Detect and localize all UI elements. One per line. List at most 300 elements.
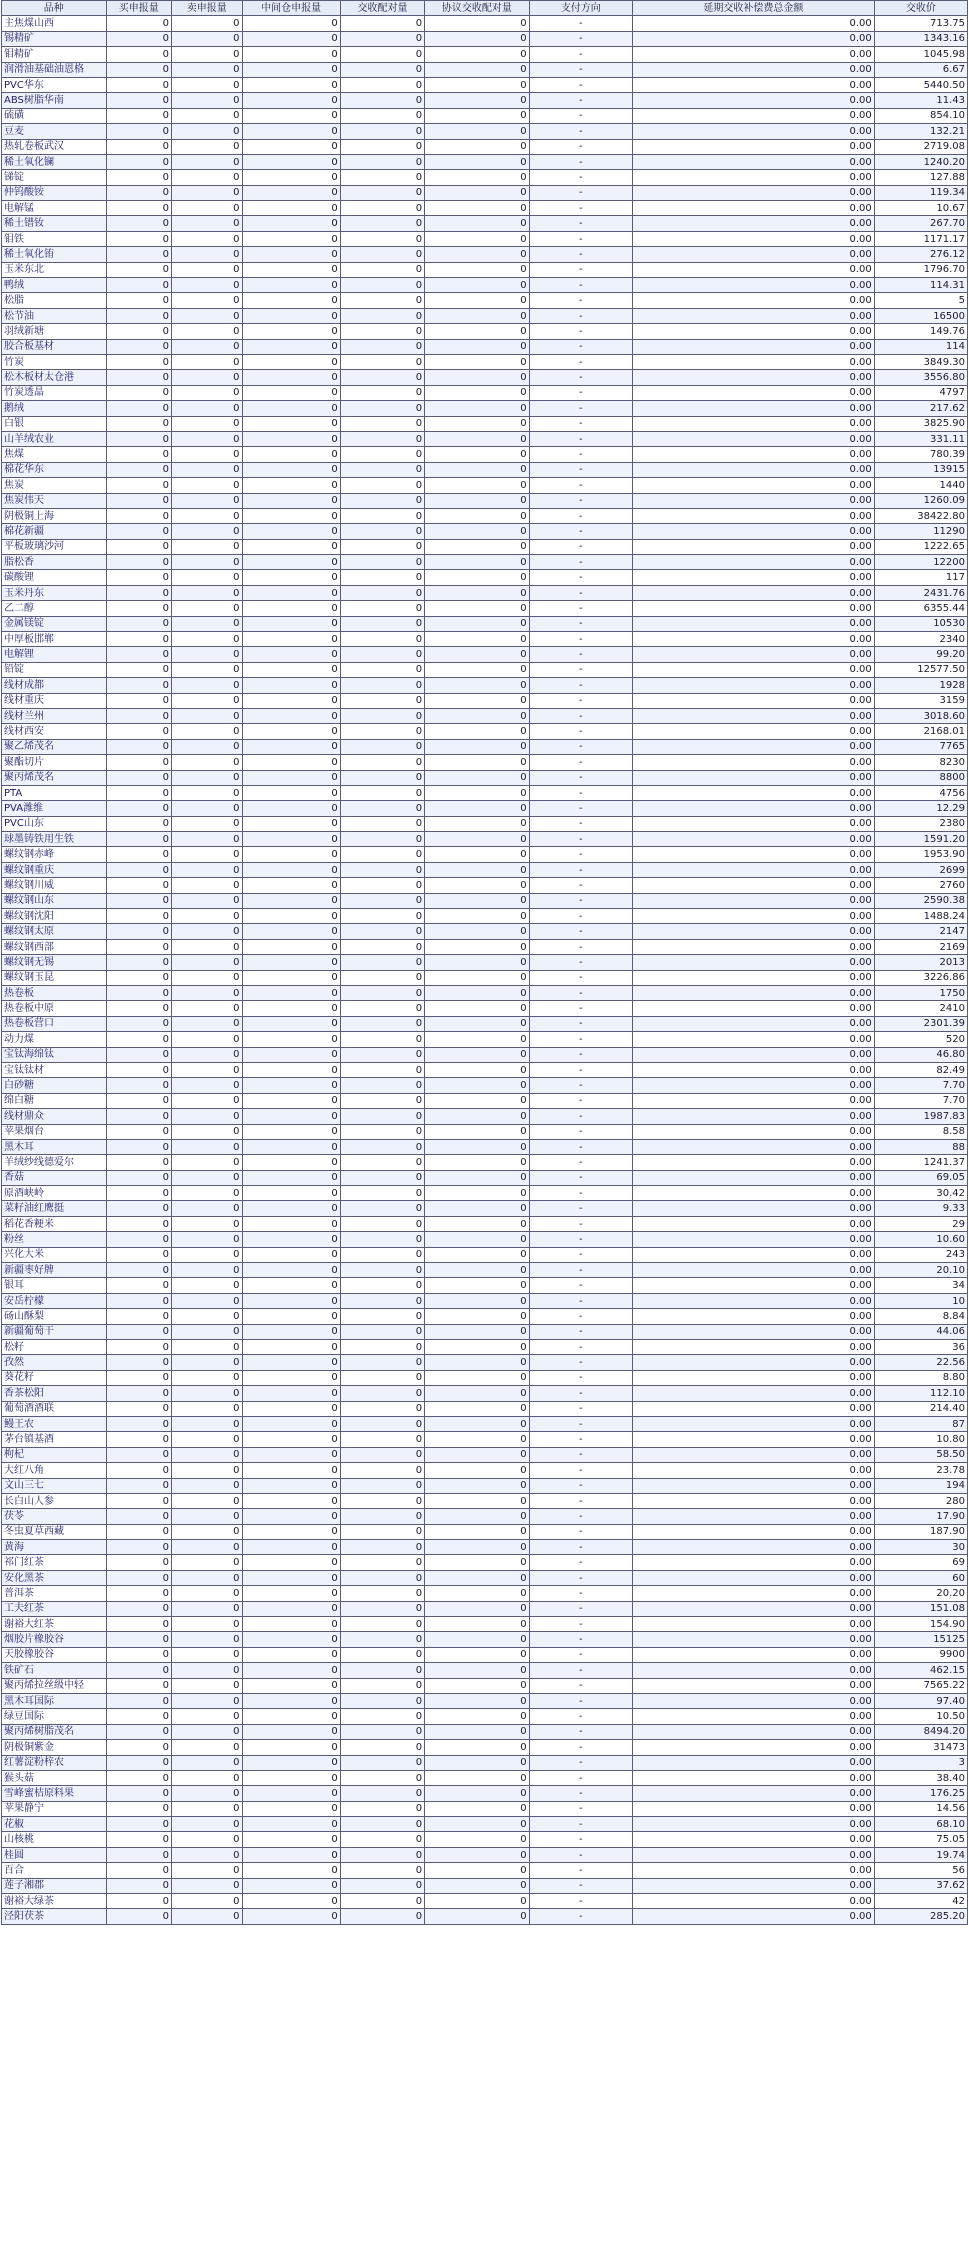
sell-qty-cell: 0 [172,724,243,739]
matched-qty-cell: 0 [340,1878,424,1893]
agreement-matched-qty-cell: 0 [425,1740,530,1755]
deferred-compensation-cell: 0.00 [632,862,874,877]
table-row [2,1878,968,1893]
table-row [2,1832,968,1847]
variety-cell: 花椒 [2,1817,107,1832]
matched-qty-cell: 0 [340,216,424,231]
deferred-compensation-cell: 0.00 [632,785,874,800]
intermediate-qty-cell: 0 [242,1139,340,1154]
matched-qty-cell: 0 [340,416,424,431]
buy-qty-cell: 0 [106,1724,171,1739]
buy-qty-cell: 0 [106,1863,171,1878]
table-row [2,1601,968,1616]
agreement-matched-qty-cell: 0 [425,1817,530,1832]
delivery-price-cell: 7765 [874,739,967,754]
intermediate-qty-cell: 0 [242,785,340,800]
delivery-price-cell: 15125 [874,1632,967,1647]
table-row [2,1170,968,1185]
intermediate-qty-cell: 0 [242,1062,340,1077]
payment-direction-cell: - [529,1463,632,1478]
matched-qty-cell: 0 [340,1093,424,1108]
intermediate-qty-cell: 0 [242,1663,340,1678]
payment-direction-cell: - [529,662,632,677]
intermediate-qty-cell: 0 [242,62,340,77]
matched-qty-cell: 0 [340,616,424,631]
buy-qty-cell: 0 [106,139,171,154]
table-row [2,1001,968,1016]
table-row [2,201,968,216]
table-row [2,31,968,46]
agreement-matched-qty-cell: 0 [425,47,530,62]
intermediate-qty-cell: 0 [242,1847,340,1862]
variety-cell: 桂圆 [2,1847,107,1862]
deferred-compensation-cell: 0.00 [632,508,874,523]
matched-qty-cell: 0 [340,354,424,369]
payment-direction-cell: - [529,1309,632,1324]
table-row [2,832,968,847]
payment-direction-cell: - [529,1524,632,1539]
matched-qty-cell: 0 [340,293,424,308]
matched-qty-cell: 0 [340,1586,424,1601]
variety-cell: 安化黑茶 [2,1570,107,1585]
variety-cell: 鳗王农 [2,1416,107,1431]
delivery-price-cell: 87 [874,1416,967,1431]
payment-direction-cell: - [529,785,632,800]
deferred-compensation-cell: 0.00 [632,909,874,924]
intermediate-qty-cell: 0 [242,1047,340,1062]
col-header-matched-qty: 交收配对量 [340,1,424,16]
table-row [2,708,968,723]
variety-cell: 菜籽油红鹰挺 [2,1201,107,1216]
delivery-price-cell: 2719.08 [874,139,967,154]
buy-qty-cell: 0 [106,724,171,739]
agreement-matched-qty-cell: 0 [425,1155,530,1170]
sell-qty-cell: 0 [172,401,243,416]
variety-cell: 聚丙烯茂名 [2,770,107,785]
table-row [2,170,968,185]
sell-qty-cell: 0 [172,447,243,462]
sell-qty-cell: 0 [172,1724,243,1739]
sell-qty-cell: 0 [172,816,243,831]
intermediate-qty-cell: 0 [242,1386,340,1401]
matched-qty-cell: 0 [340,1124,424,1139]
payment-direction-cell: - [529,770,632,785]
buy-qty-cell: 0 [106,1278,171,1293]
deferred-compensation-cell: 0.00 [632,539,874,554]
sell-qty-cell: 0 [172,1801,243,1816]
deferred-compensation-cell: 0.00 [632,1401,874,1416]
delivery-price-cell: 7.70 [874,1093,967,1108]
table-row [2,1032,968,1047]
table-row [2,1355,968,1370]
payment-direction-cell: - [529,1416,632,1431]
matched-qty-cell: 0 [340,1832,424,1847]
agreement-matched-qty-cell: 0 [425,1832,530,1847]
sell-qty-cell: 0 [172,708,243,723]
variety-cell: 电解锂 [2,647,107,662]
payment-direction-cell: - [529,31,632,46]
deferred-compensation-cell: 0.00 [632,1355,874,1370]
deferred-compensation-cell: 0.00 [632,1309,874,1324]
variety-cell: 螺纹钢赤峰 [2,847,107,862]
intermediate-qty-cell: 0 [242,124,340,139]
delivery-price-cell: 58.50 [874,1447,967,1462]
matched-qty-cell: 0 [340,647,424,662]
buy-qty-cell: 0 [106,1570,171,1585]
delivery-price-cell: 176.25 [874,1786,967,1801]
table-row [2,1093,968,1108]
buy-qty-cell: 0 [106,93,171,108]
buy-qty-cell: 0 [106,616,171,631]
matched-qty-cell: 0 [340,370,424,385]
buy-qty-cell: 0 [106,1432,171,1447]
intermediate-qty-cell: 0 [242,185,340,200]
deferred-compensation-cell: 0.00 [632,801,874,816]
buy-qty-cell: 0 [106,924,171,939]
sell-qty-cell: 0 [172,1540,243,1555]
deferred-compensation-cell: 0.00 [632,1109,874,1124]
variety-cell: 葡萄酒酒联 [2,1401,107,1416]
payment-direction-cell: - [529,1447,632,1462]
variety-cell: 雪峰蜜桔原料果 [2,1786,107,1801]
agreement-matched-qty-cell: 0 [425,601,530,616]
matched-qty-cell: 0 [340,1524,424,1539]
intermediate-qty-cell: 0 [242,1093,340,1108]
matched-qty-cell: 0 [340,1186,424,1201]
sell-qty-cell: 0 [172,1355,243,1370]
delivery-price-cell: 8.84 [874,1309,967,1324]
payment-direction-cell: - [529,401,632,416]
delivery-price-cell: 6355.44 [874,601,967,616]
deferred-compensation-cell: 0.00 [632,1186,874,1201]
matched-qty-cell: 0 [340,308,424,323]
buy-qty-cell: 0 [106,154,171,169]
deferred-compensation-cell: 0.00 [632,847,874,862]
payment-direction-cell: - [529,62,632,77]
delivery-price-cell: 214.40 [874,1401,967,1416]
delivery-price-cell: 19.74 [874,1847,967,1862]
buy-qty-cell: 0 [106,1463,171,1478]
payment-direction-cell: - [529,1247,632,1262]
sell-qty-cell: 0 [172,1678,243,1693]
delivery-price-cell: 8800 [874,770,967,785]
buy-qty-cell: 0 [106,124,171,139]
sell-qty-cell: 0 [172,1755,243,1770]
buy-qty-cell: 0 [106,1524,171,1539]
variety-cell: 热轧卷板武汉 [2,139,107,154]
variety-cell: 猴头菇 [2,1770,107,1785]
matched-qty-cell: 0 [340,247,424,262]
variety-cell: 稀土氧化铕 [2,247,107,262]
agreement-matched-qty-cell: 0 [425,1386,530,1401]
buy-qty-cell: 0 [106,570,171,585]
payment-direction-cell: - [529,924,632,939]
sell-qty-cell: 0 [172,1693,243,1708]
col-header-buy-qty: 买申报量 [106,1,171,16]
agreement-matched-qty-cell: 0 [425,1416,530,1431]
table-row [2,1847,968,1862]
buy-qty-cell: 0 [106,524,171,539]
intermediate-qty-cell: 0 [242,539,340,554]
delivery-price-cell: 69.05 [874,1170,967,1185]
table-row [2,354,968,369]
deferred-compensation-cell: 0.00 [632,278,874,293]
delivery-price-cell: 127.88 [874,170,967,185]
sell-qty-cell: 0 [172,47,243,62]
deferred-compensation-cell: 0.00 [632,1139,874,1154]
payment-direction-cell: - [529,1201,632,1216]
matched-qty-cell: 0 [340,555,424,570]
payment-direction-cell: - [529,478,632,493]
sell-qty-cell: 0 [172,16,243,31]
sell-qty-cell: 0 [172,539,243,554]
deferred-compensation-cell: 0.00 [632,77,874,92]
variety-cell: 谢裕大绿茶 [2,1894,107,1909]
intermediate-qty-cell: 0 [242,416,340,431]
delivery-price-cell: 60 [874,1570,967,1585]
variety-cell: 乙二醇 [2,601,107,616]
intermediate-qty-cell: 0 [242,401,340,416]
agreement-matched-qty-cell: 0 [425,293,530,308]
table-row [2,1540,968,1555]
agreement-matched-qty-cell: 0 [425,955,530,970]
table-row [2,1078,968,1093]
intermediate-qty-cell: 0 [242,1186,340,1201]
payment-direction-cell: - [529,1170,632,1185]
agreement-matched-qty-cell: 0 [425,832,530,847]
table-row [2,124,968,139]
deferred-compensation-cell: 0.00 [632,1786,874,1801]
payment-direction-cell: - [529,1509,632,1524]
sell-qty-cell: 0 [172,862,243,877]
matched-qty-cell: 0 [340,878,424,893]
sell-qty-cell: 0 [172,1293,243,1308]
agreement-matched-qty-cell: 0 [425,385,530,400]
variety-cell: 黑木耳 [2,1139,107,1154]
delivery-price-cell: 854.10 [874,108,967,123]
payment-direction-cell: - [529,1863,632,1878]
delivery-price-cell: 285.20 [874,1909,967,1924]
matched-qty-cell: 0 [340,1170,424,1185]
intermediate-qty-cell: 0 [242,1416,340,1431]
agreement-matched-qty-cell: 0 [425,1709,530,1724]
delivery-price-cell: 8494.20 [874,1724,967,1739]
deferred-compensation-cell: 0.00 [632,324,874,339]
agreement-matched-qty-cell: 0 [425,1139,530,1154]
agreement-matched-qty-cell: 0 [425,924,530,939]
table-row [2,555,968,570]
table-row [2,616,968,631]
buy-qty-cell: 0 [106,847,171,862]
col-header-deferred-compensation: 延期交收补偿费总金额 [632,1,874,16]
deferred-compensation-cell: 0.00 [632,1724,874,1739]
delivery-price-cell: 38.40 [874,1770,967,1785]
buy-qty-cell: 0 [106,262,171,277]
agreement-matched-qty-cell: 0 [425,170,530,185]
table-row [2,1755,968,1770]
delivery-price-cell: 20.10 [874,1263,967,1278]
delivery-price-cell: 5440.50 [874,77,967,92]
agreement-matched-qty-cell: 0 [425,1432,530,1447]
table-row [2,262,968,277]
sell-qty-cell: 0 [172,1139,243,1154]
agreement-matched-qty-cell: 0 [425,108,530,123]
delivery-price-cell: 1591.20 [874,832,967,847]
variety-cell: 金属镁锭 [2,616,107,631]
matched-qty-cell: 0 [340,1232,424,1247]
matched-qty-cell: 0 [340,1109,424,1124]
deferred-compensation-cell: 0.00 [632,1170,874,1185]
deferred-compensation-cell: 0.00 [632,1586,874,1601]
variety-cell: 钼铁 [2,231,107,246]
payment-direction-cell: - [529,909,632,924]
delivery-price-cell: 16500 [874,308,967,323]
variety-cell: 银耳 [2,1278,107,1293]
matched-qty-cell: 0 [340,570,424,585]
payment-direction-cell: - [529,108,632,123]
table-row [2,909,968,924]
agreement-matched-qty-cell: 0 [425,231,530,246]
variety-cell: 仲钨酸铵 [2,185,107,200]
intermediate-qty-cell: 0 [242,262,340,277]
agreement-matched-qty-cell: 0 [425,401,530,416]
payment-direction-cell: - [529,354,632,369]
intermediate-qty-cell: 0 [242,601,340,616]
agreement-matched-qty-cell: 0 [425,16,530,31]
intermediate-qty-cell: 0 [242,1278,340,1293]
variety-cell: 粉丝 [2,1232,107,1247]
deferred-compensation-cell: 0.00 [632,1263,874,1278]
agreement-matched-qty-cell: 0 [425,1755,530,1770]
intermediate-qty-cell: 0 [242,678,340,693]
matched-qty-cell: 0 [340,1386,424,1401]
deferred-compensation-cell: 0.00 [632,1416,874,1431]
agreement-matched-qty-cell: 0 [425,986,530,1001]
buy-qty-cell: 0 [106,431,171,446]
matched-qty-cell: 0 [340,1201,424,1216]
deferred-compensation-cell: 0.00 [632,462,874,477]
buy-qty-cell: 0 [106,62,171,77]
matched-qty-cell: 0 [340,986,424,1001]
delivery-price-cell: 12.29 [874,801,967,816]
payment-direction-cell: - [529,185,632,200]
buy-qty-cell: 0 [106,478,171,493]
variety-cell: 宝钛钛材 [2,1062,107,1077]
matched-qty-cell: 0 [340,601,424,616]
variety-cell: 焦炭 [2,478,107,493]
agreement-matched-qty-cell: 0 [425,62,530,77]
intermediate-qty-cell: 0 [242,1894,340,1909]
variety-cell: 冬虫夏草西藏 [2,1524,107,1539]
buy-qty-cell: 0 [106,1909,171,1924]
sell-qty-cell: 0 [172,370,243,385]
intermediate-qty-cell: 0 [242,1324,340,1339]
agreement-matched-qty-cell: 0 [425,878,530,893]
buy-qty-cell: 0 [106,1786,171,1801]
variety-cell: 螺纹钢川威 [2,878,107,893]
payment-direction-cell: - [529,1755,632,1770]
deferred-compensation-cell: 0.00 [632,616,874,631]
buy-qty-cell: 0 [106,1062,171,1077]
table-row [2,1894,968,1909]
deferred-compensation-cell: 0.00 [632,555,874,570]
deferred-compensation-cell: 0.00 [632,878,874,893]
agreement-matched-qty-cell: 0 [425,862,530,877]
intermediate-qty-cell: 0 [242,77,340,92]
intermediate-qty-cell: 0 [242,1755,340,1770]
variety-cell: 文山三七 [2,1478,107,1493]
buy-qty-cell: 0 [106,508,171,523]
table-row [2,1478,968,1493]
variety-cell: 竹炭 [2,354,107,369]
agreement-matched-qty-cell: 0 [425,493,530,508]
matched-qty-cell: 0 [340,1847,424,1862]
delivery-price-cell: 1953.90 [874,847,967,862]
deferred-compensation-cell: 0.00 [632,585,874,600]
payment-direction-cell: - [529,1832,632,1847]
matched-qty-cell: 0 [340,708,424,723]
payment-direction-cell: - [529,1817,632,1832]
buy-qty-cell: 0 [106,1817,171,1832]
agreement-matched-qty-cell: 0 [425,77,530,92]
agreement-matched-qty-cell: 0 [425,585,530,600]
delivery-price-cell: 114.31 [874,278,967,293]
buy-qty-cell: 0 [106,1386,171,1401]
matched-qty-cell: 0 [340,862,424,877]
variety-cell: 胶合板基材 [2,339,107,354]
intermediate-qty-cell: 0 [242,1032,340,1047]
deferred-compensation-cell: 0.00 [632,939,874,954]
intermediate-qty-cell: 0 [242,1832,340,1847]
sell-qty-cell: 0 [172,308,243,323]
intermediate-qty-cell: 0 [242,508,340,523]
delivery-price-cell: 2431.76 [874,585,967,600]
table-row [2,77,968,92]
table-row [2,108,968,123]
delivery-table [1,0,968,1925]
agreement-matched-qty-cell: 0 [425,1894,530,1909]
matched-qty-cell: 0 [340,1401,424,1416]
table-row [2,801,968,816]
delivery-price-cell: 154.90 [874,1617,967,1632]
payment-direction-cell: - [529,1878,632,1893]
matched-qty-cell: 0 [340,231,424,246]
agreement-matched-qty-cell: 0 [425,647,530,662]
intermediate-qty-cell: 0 [242,1232,340,1247]
delivery-price-cell: 6.67 [874,62,967,77]
agreement-matched-qty-cell: 0 [425,1632,530,1647]
delivery-price-cell: 1796.70 [874,262,967,277]
deferred-compensation-cell: 0.00 [632,493,874,508]
agreement-matched-qty-cell: 0 [425,278,530,293]
agreement-matched-qty-cell: 0 [425,1617,530,1632]
matched-qty-cell: 0 [340,1032,424,1047]
variety-cell: 铁矿石 [2,1663,107,1678]
payment-direction-cell: - [529,1663,632,1678]
table-row [2,278,968,293]
sell-qty-cell: 0 [172,1155,243,1170]
intermediate-qty-cell: 0 [242,847,340,862]
deferred-compensation-cell: 0.00 [632,308,874,323]
buy-qty-cell: 0 [106,462,171,477]
variety-cell: 玉米丹东 [2,585,107,600]
table-row [2,1524,968,1539]
payment-direction-cell: - [529,1078,632,1093]
sell-qty-cell: 0 [172,1216,243,1231]
payment-direction-cell: - [529,939,632,954]
sell-qty-cell: 0 [172,139,243,154]
sell-qty-cell: 0 [172,247,243,262]
